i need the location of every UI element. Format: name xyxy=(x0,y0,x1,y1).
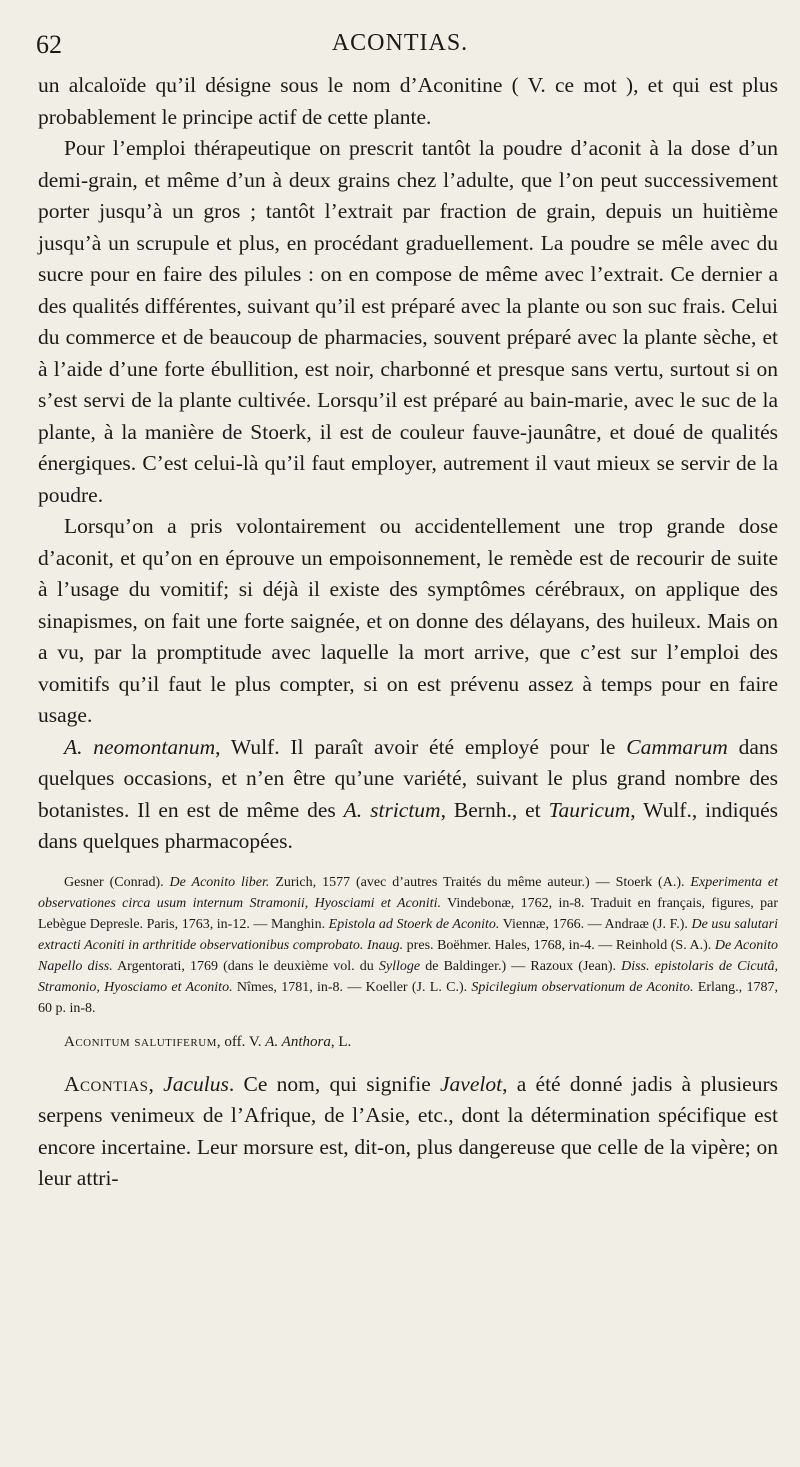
paragraph-therapeutic-use: Pour l’emploi thérapeutique on prescrit tantôt la poudre d’aconit à la dose d’un demi-grain, et même d’un à deux grains chez l’adulte, que l’on peut successivement porter jusqu’à un gros ; tantôt l’extrait par fraction de grain, depuis un huitième jusqu’à un scrupule et plus, en procédant graduellement. La poudre se mêle avec du sucre pour en faire des pilules : on en compose de même avec l’extrait. Ce dernier a des qualités différentes, suivant qu’il est préparé avec la plante ou son suc frais. Celui du commerce et de beaucoup de pharmacies, souvent préparé avec la plante sèche, et à l’aide d’une forte ébullition, est noir, charbonné et presque sans vertu, surtout si on s’est servi de la plante cultivée. Lorsqu’il est préparé au bain-marie, avec le suc de la plante, à la manière de Stoerk, il est de couleur fauve-jaunâtre, et doué de qualités énergiques. C’est celui-là qu’il faut employer, autrement il vaut mieux se servir de la poudre. xyxy=(38,136,778,507)
reference-item xyxy=(379,959,531,974)
text-run: , a été donné jadis à plusieurs serpens venimeux de l’Afrique, de l’Asie, etc., dont la détermination spécifique est encore incertaine. Leur morsure est, dit-on, plus dangereuse que celle de la vipère; on leur attri- xyxy=(38,1071,778,1190)
text-run: , off. V. xyxy=(216,1033,266,1050)
reference-title: De Aconito Napello diss. xyxy=(38,937,779,974)
entry-acontias xyxy=(38,1069,778,1195)
small-caps-term: Aconitum salutiferum xyxy=(64,1033,217,1050)
entry-headword: Acontias xyxy=(64,1071,149,1096)
text-run: , L. xyxy=(330,1033,352,1050)
reference-details: Zurich, 1577 (avec d’autres Traités du même auteur.) — xyxy=(269,874,616,890)
reference-details: Viennæ, 1766. — xyxy=(499,916,605,932)
reference-details: pres. Boëhmer. Hales, 1768, in-4. — xyxy=(403,937,616,953)
reference-author: Andraæ (J. F.). xyxy=(604,916,692,932)
reference-title: Spicilegium observationum de Aconito. xyxy=(471,979,694,995)
reference-author: Reinhold (S. A.). xyxy=(615,937,715,953)
page-body xyxy=(38,70,778,1195)
reference-title: De Aconito liber. xyxy=(169,874,270,890)
text-run: , Bernh., et xyxy=(440,797,549,822)
species-name: Tauricum xyxy=(548,797,631,822)
paragraph-poisoning: Lorsqu’on a pris volontairement ou accidentellement une trop grande dose d’aconit, et qu’on en éprouve un empoisonnement, le remède est de recourir de suite à l’usage du vomitif; si déjà il existe des symptômes cérébraux, on applique des sinapismes, on fait une forte saignée, et on donne des délayans, des huileux. Mais on a vu, par la promptitude avec laquelle la mort arrive, que c’est sur l’emploi des vomitifs qu’il faut le plus compter, si on est prévenu assez à temps pour en faire usage. xyxy=(38,514,778,727)
reference-details: Vindebonæ, 1762, in-8. Traduit en français, figures, par Lebègue Depresle. Paris, 1763, in-12. — xyxy=(38,895,779,932)
species-name: A. Anthora xyxy=(265,1033,331,1050)
reference-author: Razoux (Jean). xyxy=(530,958,622,974)
species-name: Jaculus xyxy=(163,1071,229,1096)
reference-title: Sylloge xyxy=(378,958,421,974)
text-run: , Wulf., indiqués dans quelques pharmacopées. xyxy=(38,797,779,853)
reference-item xyxy=(64,875,616,890)
text-run: dans quelques occasions, et n’en être qu’une variété, suivant le plus grand nombre des botanistes. Il en est de même des xyxy=(38,734,778,822)
reference-title: De usu salutari extracti Aconiti in arthritide observationibus comprobato. Inaug. xyxy=(38,916,778,953)
paragraph-neomontanum xyxy=(38,732,778,858)
reference-details: Argentorati, 1769 (dans le deuxième vol. du xyxy=(112,958,379,974)
reference-author: Manghin. xyxy=(271,916,329,932)
paragraph-aconitine: un alcaloïde qu’il désigne sous le nom d’Aconitine ( V. ce mot ), et qui est plus probablement le principe actif de cette plante. xyxy=(38,73,778,129)
reference-author: Stoerk (A.). xyxy=(615,874,691,890)
page-header xyxy=(0,30,800,66)
reference-title: Diss. epistolaris de Cicutâ, Stramonio, Hyosciamo et Aconito. xyxy=(38,958,779,995)
text-run: , xyxy=(148,1071,164,1096)
text-run: . Ce nom, qui signifie xyxy=(228,1071,441,1096)
species-name: A. strictum xyxy=(343,797,441,822)
page-number: 62 xyxy=(36,30,62,59)
cross-reference-line xyxy=(38,1031,778,1053)
reference-details: de Baldinger.) — xyxy=(420,958,531,974)
reference-author: Koeller (J. L. C.). xyxy=(365,979,472,995)
species-name: Cammarum xyxy=(626,734,728,759)
text-run: , Wulf. Il paraît avoir été employé pour le xyxy=(215,734,627,759)
reference-details: Erlang., 1787, 60 p. in-8. xyxy=(38,979,778,1016)
bibliography xyxy=(38,872,778,1019)
species-name: A. neomontanum xyxy=(64,734,216,759)
running-title: ACONTIAS. xyxy=(331,30,469,56)
reference-item xyxy=(271,917,604,932)
reference-title: Epistola ad Stoerk de Aconito. xyxy=(328,916,500,932)
reference-details: Nîmes, 1781, in-8. — xyxy=(232,979,366,995)
reference-title: Experimenta et observationes circa usum internum Stramonii, Hyosciami et Aconiti. xyxy=(38,874,778,911)
term-italic: Javelot xyxy=(440,1071,503,1096)
reference-author: Gesner (Conrad). xyxy=(64,874,170,890)
